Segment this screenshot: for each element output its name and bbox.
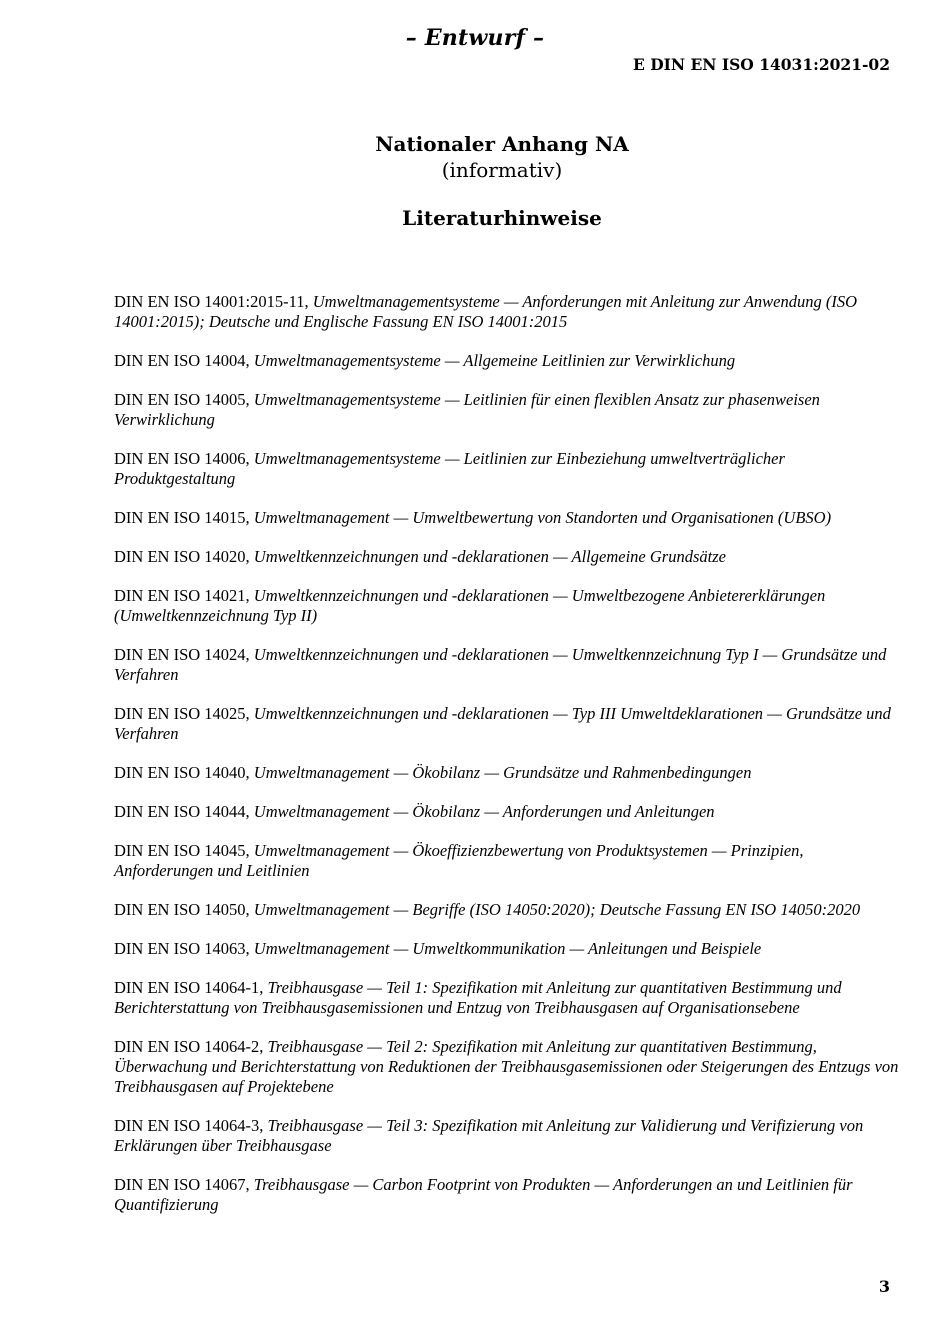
reference-item bbox=[114, 547, 904, 567]
reference-title: Umweltmanagement — Umweltbewertung von Standorten und Organisationen (UBSO) bbox=[253, 508, 832, 527]
reference-title: Umweltkennzeichnungen und -deklarationen — Typ III Umweltdeklarationen — Grundsätze und Verfahren bbox=[114, 704, 891, 743]
reference-item bbox=[114, 449, 904, 489]
reference-item bbox=[114, 763, 904, 783]
reference-code: DIN EN ISO 14004, bbox=[114, 351, 250, 370]
reference-item bbox=[114, 586, 904, 626]
document-id: E DIN EN ISO 14031:2021-02 bbox=[633, 55, 890, 74]
reference-title: Umweltmanagementsysteme — Anforderungen mit Anleitung zur Anwendung (ISO 14001:2015); Deutsche und Englische Fassung EN ISO 14001:2015 bbox=[114, 292, 858, 331]
reference-code: DIN EN ISO 14063, bbox=[114, 939, 250, 958]
reference-title: Umweltmanagement — Ökobilanz — Anforderungen und Anleitungen bbox=[253, 802, 715, 821]
reference-code: DIN EN ISO 14064-2, bbox=[114, 1037, 264, 1056]
reference-item bbox=[114, 841, 904, 881]
reference-item bbox=[114, 1116, 904, 1156]
reference-code: DIN EN ISO 14015, bbox=[114, 508, 250, 527]
section-title: Literaturhinweise bbox=[402, 206, 602, 230]
reference-code: DIN EN ISO 14020, bbox=[114, 547, 250, 566]
annex-title: Nationaler Anhang NA bbox=[375, 132, 629, 156]
draft-mark: – Entwurf – bbox=[405, 25, 545, 51]
reference-title: Umweltmanagement — Begriffe (ISO 14050:2020); Deutsche Fassung EN ISO 14050:2020 bbox=[253, 900, 861, 919]
reference-title: Treibhausgase — Teil 2: Spezifikation mit Anleitung zur quantitativen Bestimmung, Überwachung und Berichterstattung von Reduktionen der Treibhausgasemissionen oder Steigerungen des Entzugs von Treibhausgasen auf Projektebene bbox=[114, 1037, 899, 1096]
reference-item bbox=[114, 645, 904, 685]
reference-title: Umweltmanagement — Umweltkommunikation — Anleitungen und Beispiele bbox=[253, 939, 762, 958]
reference-code: DIN EN ISO 14025, bbox=[114, 704, 250, 723]
reference-item bbox=[114, 390, 904, 430]
reference-title: Treibhausgase — Carbon Footprint von Produkten — Anforderungen an und Leitlinien für Quantifizierung bbox=[114, 1175, 853, 1214]
reference-item bbox=[114, 1037, 904, 1097]
reference-title: Treibhausgase — Teil 1: Spezifikation mit Anleitung zur quantitativen Bestimmung und Berichterstattung von Treibhausgasemissionen und Entzug von Treibhausgasen auf Organisationsebene bbox=[114, 978, 842, 1017]
page-number: 3 bbox=[878, 1277, 890, 1296]
reference-code: DIN EN ISO 14001:2015-11, bbox=[114, 292, 309, 311]
reference-item bbox=[114, 1175, 904, 1215]
reference-list bbox=[114, 292, 904, 1234]
reference-code: DIN EN ISO 14024, bbox=[114, 645, 250, 664]
annex-subtitle: (informativ) bbox=[441, 158, 563, 182]
reference-code: DIN EN ISO 14064-3, bbox=[114, 1116, 264, 1135]
reference-title: Treibhausgase — Teil 3: Spezifikation mit Anleitung zur Validierung und Verifizierung von Erklärungen über Treibhausgase bbox=[114, 1116, 864, 1155]
reference-code: DIN EN ISO 14005, bbox=[114, 390, 250, 409]
reference-item bbox=[114, 900, 904, 920]
reference-title: Umweltmanagement — Ökoeffizienzbewertung von Produktsystemen — Prinzipien, Anforderungen und Leitlinien bbox=[114, 841, 804, 880]
reference-code: DIN EN ISO 14006, bbox=[114, 449, 250, 468]
reference-item bbox=[114, 978, 904, 1018]
reference-title: Umweltmanagement — Ökobilanz — Grundsätze und Rahmenbedingungen bbox=[253, 763, 752, 782]
reference-title: Umweltkennzeichnungen und -deklarationen — Umweltkennzeichnung Typ I — Grundsätze und Verfahren bbox=[114, 645, 887, 684]
reference-title: Umweltmanagementsysteme — Allgemeine Leitlinien zur Verwirklichung bbox=[253, 351, 736, 370]
reference-item bbox=[114, 704, 904, 744]
reference-code: DIN EN ISO 14040, bbox=[114, 763, 250, 782]
reference-item bbox=[114, 802, 904, 822]
reference-title: Umweltmanagementsysteme — Leitlinien für einen flexiblen Ansatz zur phasenweisen Verwirklichung bbox=[114, 390, 820, 429]
reference-item bbox=[114, 508, 904, 528]
reference-item bbox=[114, 351, 904, 371]
reference-code: DIN EN ISO 14044, bbox=[114, 802, 250, 821]
reference-item bbox=[114, 939, 904, 959]
reference-code: DIN EN ISO 14021, bbox=[114, 586, 250, 605]
reference-code: DIN EN ISO 14045, bbox=[114, 841, 250, 860]
reference-title: Umweltkennzeichnungen und -deklarationen — Umweltbezogene Anbietererklärungen (Umweltkennzeichnung Typ II) bbox=[114, 586, 826, 625]
reference-code: DIN EN ISO 14050, bbox=[114, 900, 250, 919]
reference-item bbox=[114, 292, 904, 332]
reference-code: DIN EN ISO 14064-1, bbox=[114, 978, 264, 997]
reference-title: Umweltmanagementsysteme — Leitlinien zur Einbeziehung umweltverträglicher Produktgestaltung bbox=[114, 449, 785, 488]
reference-title: Umweltkennzeichnungen und -deklarationen — Allgemeine Grundsätze bbox=[253, 547, 726, 566]
reference-code: DIN EN ISO 14067, bbox=[114, 1175, 250, 1194]
